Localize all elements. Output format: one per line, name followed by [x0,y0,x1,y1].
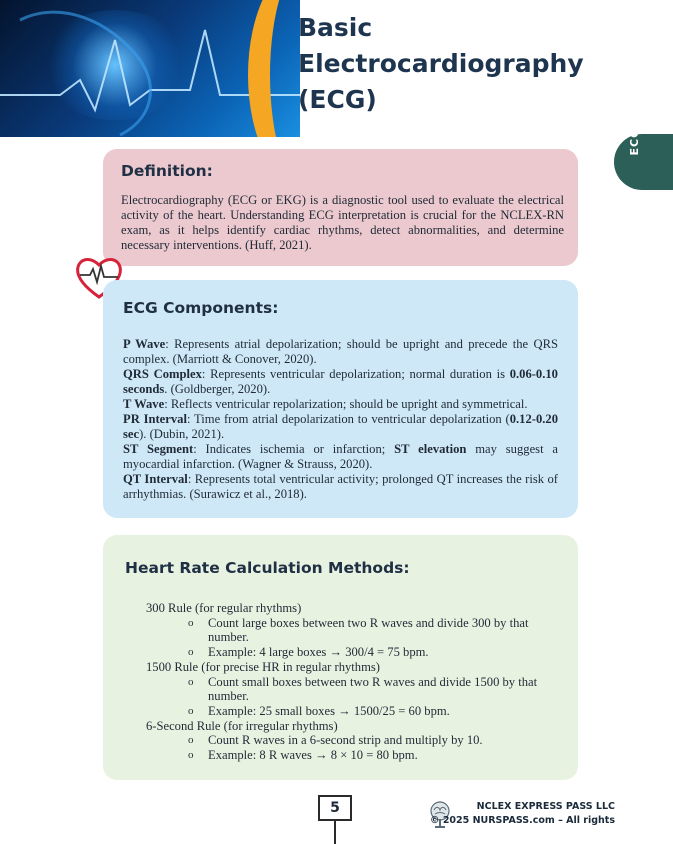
rule-sub-item: o Count large boxes between two R waves and divide 300 by that number. [188,615,529,645]
components-list [123,337,558,502]
rule-title: 6-Second Rule (for irregular rhythms) [146,718,338,733]
rule-sub-item: o Example: 25 small boxes → 1500/25 = 60 bpm. [188,703,450,718]
definition-text: Electrocardiography (ECG or EKG) is a diagnostic tool used to evaluate the electrical activity of the heart. Understanding ECG interpretation is crucial for the NCLEX-RN exam, as it helps identify cardiac rhythms, detect abnormalities, and determine necessary interventions. (Huff, 2021). [121,193,564,252]
components-heading: ECG Components: [123,299,279,317]
component-item: QRS Complex: Represents ventricular depolarization; normal duration is 0.06-0.10 seconds. (Goldberger, 2020). [123,367,558,396]
title-line-2: Electrocardiography [298,49,584,78]
ecg-components-card [103,280,578,518]
orange-accent-arc [248,0,300,137]
section-side-tab [614,127,673,190]
rule-title: 1500 Rule (for precise HR in regular rhythms) [146,659,380,674]
page-number-stem [334,821,336,844]
brand-name: NCLEX EXPRESS PASS LLC [476,801,615,812]
page-number: 5 [318,795,352,821]
heart-rate-card [103,535,578,780]
component-item: PR Interval: Time from atrial depolarization to ventricular depolarization (0.12-0.20 sec). (Dubin, 2021). [123,412,559,441]
heart-rate-heading: Heart Rate Calculation Methods: [125,559,410,577]
component-item: ST Segment: Indicates ischemia or infarction; ST elevation may suggest a myocardial infarction. (Wagner & Strauss, 2020). [123,442,559,471]
brand-footer [430,800,615,828]
title-line-3: (ECG) [298,85,377,114]
heart-rate-list [146,601,558,763]
component-item: T Wave: Reflects ventricular repolarization; should be upright and symmetrical. [123,397,528,411]
side-tab-label: ECG [628,127,641,156]
bullet-icon: o [188,734,194,747]
bullet-icon: o [188,646,194,659]
rule-sub-item: o Count small boxes between two R waves and divide 1500 by that number. [188,674,538,704]
header-heart-image [0,0,300,137]
page-title [298,10,618,118]
bullet-icon: o [188,616,194,629]
rule-sub-item: o Count R waves in a 6-second strip and multiply by 10. [188,733,483,748]
definition-heading: Definition: [121,162,213,180]
definition-card [103,149,578,266]
title-line-1: Basic [298,13,373,42]
rule-sub-item: o Example: 4 large boxes → 300/4 = 75 bpm. [188,645,429,660]
rule-sub-item: o Example: 8 R waves → 8 × 10 = 80 bpm. [188,748,418,763]
bullet-icon: o [188,675,194,688]
copyright-text: © 2025 NURSPASS.com – All rights [430,815,615,826]
rule-title: 300 Rule (for regular rhythms) [146,601,302,615]
bullet-icon: o [188,749,194,762]
bullet-icon: o [188,704,194,717]
component-item: QT Interval: Represents total ventricular activity; prolonged QT increases the risk of arrhythmias. (Surawicz et al., 2018). [123,472,558,501]
component-item: P Wave: Represents atrial depolarization; should be upright and precede the QRS complex. (Marriott & Conover, 2020). [123,337,558,366]
